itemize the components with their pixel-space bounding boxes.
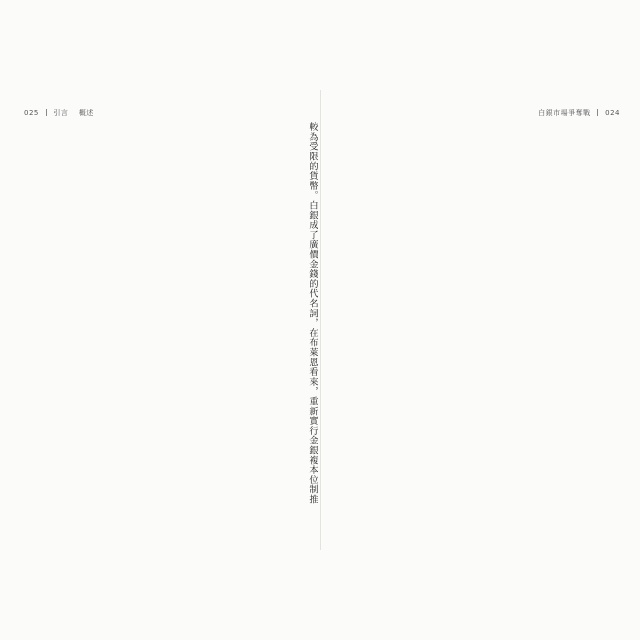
text-column (376, 122, 387, 540)
text-column (270, 122, 281, 540)
text-column (549, 122, 560, 540)
header-separator (597, 109, 598, 116)
text-column (220, 122, 231, 540)
text-column (233, 122, 244, 540)
left-header-title: 概述 (78, 109, 94, 117)
text-column (171, 122, 182, 540)
right-page (326, 100, 622, 540)
text-column (611, 122, 622, 540)
text-column (195, 122, 206, 540)
text-column (351, 122, 362, 540)
text-column (574, 122, 585, 540)
text-column (295, 122, 306, 540)
text-column (425, 122, 436, 540)
left-page-number: 025 (24, 109, 39, 117)
text-column (109, 122, 120, 540)
text-column (183, 122, 194, 540)
right-text-columns (326, 122, 622, 540)
text-column (524, 122, 535, 540)
text-column (499, 122, 510, 540)
right-header-title: 白銀市場爭奪戰 (538, 109, 591, 117)
text-column (146, 122, 157, 540)
text-column (282, 122, 293, 540)
left-running-header (24, 108, 94, 118)
left-header-part: 引言 (53, 109, 69, 117)
left-page (22, 100, 318, 540)
text-column (22, 122, 33, 540)
text-column (450, 122, 461, 540)
text-column (363, 122, 374, 540)
book-gutter (320, 90, 321, 550)
text-column (96, 122, 107, 540)
text-column (338, 122, 349, 540)
text-column (158, 122, 169, 540)
left-text-columns (22, 122, 318, 540)
text-column (438, 122, 449, 540)
text-column (34, 122, 45, 540)
text-column (512, 122, 523, 540)
right-running-header (538, 108, 620, 118)
text-column (599, 122, 610, 540)
text-column (487, 122, 498, 540)
text-column (586, 122, 597, 540)
right-page-number: 024 (605, 109, 620, 117)
text-column (537, 122, 548, 540)
text-column (47, 122, 58, 540)
text-column (72, 122, 83, 540)
text-column (475, 122, 486, 540)
text-column (121, 122, 132, 540)
text-column (245, 122, 256, 540)
text-column (326, 122, 337, 540)
text-column (59, 122, 70, 540)
text-column (462, 122, 473, 540)
text-column (84, 122, 95, 540)
text-column (208, 122, 219, 540)
text-column (413, 122, 424, 540)
text-column: 較為受限的貨幣。白銀成了廣價金錢的代名詞，在布萊恩看來，重新實行金銀複本位制推 (306, 122, 318, 505)
header-separator (46, 109, 47, 116)
text-column (400, 122, 411, 540)
text-column (561, 122, 572, 540)
text-column (388, 122, 399, 540)
text-column (134, 122, 145, 540)
text-column (257, 122, 268, 540)
